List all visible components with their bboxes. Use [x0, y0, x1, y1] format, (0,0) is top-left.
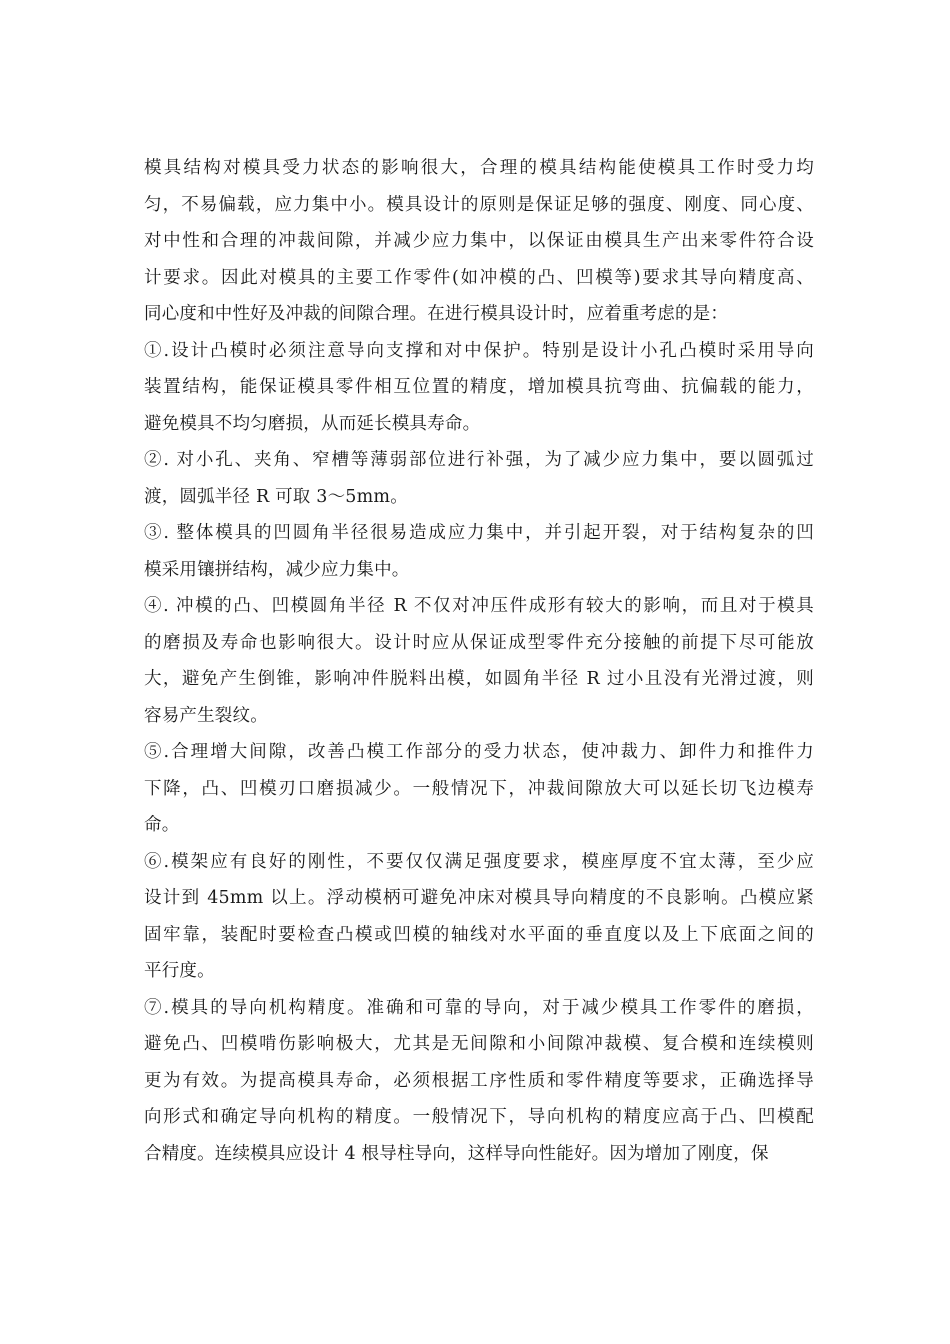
- text-line: 匀，不易偏载，应力集中小。模具设计的原则是保证足够的强度、刚度、同心度、: [144, 194, 814, 215]
- text-line: ③. 整体模具的凹圆角半径很易造成应力集中，并引起开裂，对于结构复杂的凹: [144, 523, 814, 543]
- text-line: 避免凸、凹模啃伤影响极大，尤其是无间隙和小间隙冲裁模、复合模和连续模则: [144, 1034, 814, 1054]
- paragraph: [144, 150, 814, 333]
- text-line: 渡，圆弧半径 R 可取 3～5mm。: [144, 486, 408, 507]
- text-line: 合精度。连续模具应设计 4 根导柱导向，这样导向性能好。因为增加了刚度，保: [144, 1143, 769, 1164]
- text-line: ②. 对小孔、夹角、窄槽等薄弱部位进行补强，为了减少应力集中，要以圆弧过: [144, 450, 814, 470]
- text-line: 下降，凸、凹模刃口磨损减少。一般情况下，冲裁间隙放大可以延长切飞边模寿: [144, 778, 814, 799]
- paragraph: [144, 734, 814, 844]
- text-line: ⑥.模架应有良好的刚性，不要仅仅满足强度要求，模座厚度不宜太薄，至少应: [144, 851, 814, 872]
- paragraph: [144, 588, 814, 734]
- text-line: ⑤.合理增大间隙，改善凸模工作部分的受力状态，使冲裁力、卸件力和推件力: [144, 742, 814, 762]
- paragraph: [144, 515, 814, 588]
- text-line: 命。: [144, 815, 180, 835]
- text-line: 设计到 45mm 以上。浮动模柄可避免冲床对模具导向精度的不良影响。凸模应紧: [144, 888, 814, 908]
- text-line: 计要求。因此对模具的主要工作零件(如冲模的凸、凹模等)要求其导向精度高、: [144, 267, 814, 288]
- text-line: 对中性和合理的冲裁间隙，并减少应力集中，以保证由模具生产出来零件符合设: [144, 231, 814, 251]
- paragraph: [144, 844, 814, 990]
- text-line: 模采用镶拼结构，减少应力集中。: [144, 559, 410, 580]
- text-line: 更为有效。为提高模具寿命，必须根据工序性质和零件精度等要求，正确选择导: [144, 1070, 814, 1091]
- text-line: 平行度。: [144, 961, 215, 981]
- text-line: ④. 冲模的凸、凹模圆角半径 R 不仅对冲压件成形有较大的影响，而且对于模具: [144, 596, 814, 616]
- text-line: ⑦.模具的导向机构精度。准确和可靠的导向，对于减少模具工作零件的磨损，: [144, 997, 814, 1018]
- text-line: 避免模具不均匀磨损，从而延长模具寿命。: [144, 413, 481, 434]
- text-line: 大，避免产生倒锥，影响冲件脱料出模，如圆角半径 R 过小且没有光滑过渡，则: [144, 669, 814, 689]
- text-line: 容易产生裂纹。: [144, 705, 268, 726]
- paragraph: [144, 333, 814, 443]
- text-line: 向形式和确定导向机构的精度。一般情况下，导向机构的精度应高于凸、凹模配: [144, 1107, 814, 1127]
- paragraph: [144, 990, 814, 1173]
- text-line: 同心度和中性好及冲裁的间隙合理。在进行模具设计时，应着重考虑的是：: [144, 304, 729, 324]
- document-body: [144, 150, 814, 1172]
- text-line: 固牢靠，装配时要检查凸模或凹模的轴线对水平面的垂直度以及上下底面之间的: [144, 924, 814, 945]
- paragraph: [144, 442, 814, 515]
- text-line: ①.设计凸模时必须注意导向支撑和对中保护。特别是设计小孔凸模时采用导向: [144, 340, 814, 361]
- text-line: 装置结构，能保证模具零件相互位置的精度，增加模具抗弯曲、抗偏载的能力，: [144, 377, 814, 397]
- text-line: 模具结构对模具受力状态的影响很大，合理的模具结构能使模具工作时受力均: [144, 158, 814, 178]
- text-line: 的磨损及寿命也影响很大。设计时应从保证成型零件充分接触的前提下尽可能放: [144, 632, 814, 653]
